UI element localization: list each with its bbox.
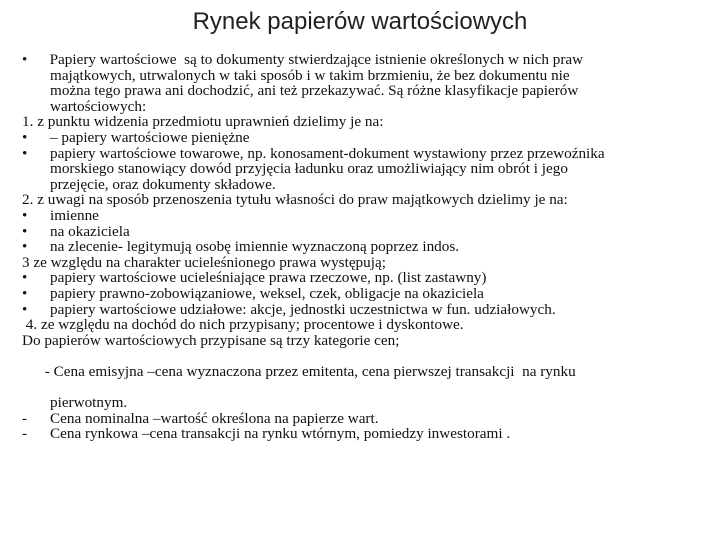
bullet-item	[22, 224, 718, 240]
bullet-text: papiery wartościowe ucieleśniające prawa rzeczowe, np. (list zastawny)	[50, 269, 487, 287]
bullet-item	[22, 239, 718, 255]
bullet-item	[22, 302, 718, 318]
dash-marker: -	[44, 362, 50, 380]
intro-line-4: wartościowych:	[50, 97, 147, 115]
bullet-text: na zlecenie- legitymują osobę imiennie wyznaczoną poprzez indos.	[50, 238, 460, 256]
bullet-item	[22, 208, 718, 224]
classification-heading-4: 4. ze względu na dochód do nich przypisany; procentowe i dyskontowe.	[22, 316, 464, 334]
bullet-marker: •	[22, 284, 28, 302]
intro-line-2: majątkowych, utrwalonych w taki sposób i w takim brzmieniu, że bez dokumentu nie	[50, 66, 570, 84]
bullet-item	[22, 146, 718, 193]
bullet-marker: •	[22, 206, 28, 224]
bullet-marker: •	[22, 238, 28, 256]
slide-body	[22, 52, 718, 442]
bullet-marker: •	[22, 269, 28, 287]
bullet-text-line-3: przejęcie, oraz dokumenty składowe.	[50, 175, 276, 193]
dash-item	[22, 426, 718, 442]
intro-paragraph	[22, 52, 718, 114]
bullet-item	[22, 130, 718, 146]
classification-heading-3: 3 ze względu na charakter ucieleśnionego prawa występują;	[22, 253, 386, 271]
dash-item	[22, 411, 718, 427]
dash-item	[22, 348, 718, 410]
slide-title: Rynek papierów wartościowych	[192, 8, 528, 35]
dash-text: Cena rynkowa –cena transakcji na rynku wtórnym, pomiedzy inwestorami .	[50, 425, 511, 443]
bullet-text-line-2: morskiego stanowiący dowód przyjęcia ładunku oraz umożliwiający nim obrót i jego	[50, 160, 568, 178]
intro-line-1: Papiery wartościowe są to dokumenty stwierdzające istnienie określonych w nich praw	[42, 51, 584, 68]
bullet-marker: •	[22, 222, 28, 240]
bullet-marker: •	[22, 300, 28, 318]
intro-line-3: można tego prawa ani dochodzić, ani też przekazywać. Są różne klasyfikacje papierów	[50, 82, 579, 100]
classification-heading-1: 1. z punktu widzenia przedmiotu uprawnień dzielimy je na:	[22, 113, 384, 131]
bullet-text: papiery prawno-zobowiązaniowe, weksel, czek, obligacje na okaziciela	[50, 284, 484, 302]
bullet-text-line-1: papiery wartościowe towarowe, np. konosament-dokument wystawiony przez przewoźnika	[50, 144, 605, 162]
bullet-text: – papiery wartościowe pieniężne	[50, 128, 250, 146]
bullet-marker: •	[22, 128, 28, 146]
bullet-text: imienne	[50, 206, 99, 224]
dash-text: Cena nominalna –wartość określona na papierze wart.	[50, 409, 379, 427]
dash-text-line-2: pierwotnym.	[50, 394, 128, 412]
dash-marker: -	[22, 409, 28, 427]
bullet-text: na okaziciela	[50, 222, 130, 240]
bullet-text: papiery wartościowe udziałowe: akcje, jednostki uczestnictwa w fun. udziałowych.	[50, 300, 556, 318]
bullet-marker: •	[22, 144, 28, 162]
dash-marker: -	[22, 425, 28, 443]
classification-heading-2: 2. z uwagi na sposób przenoszenia tytułu własności do praw majątkowych dzielimy je na:	[22, 191, 568, 209]
bullet-item	[22, 286, 718, 302]
price-categories-heading: Do papierów wartościowych przypisane są trzy kategorie cen;	[22, 331, 400, 349]
bullet-item	[22, 270, 718, 286]
bullet-marker: •	[22, 51, 28, 68]
dash-text-line-1: Cena emisyjna –cena wyznaczona przez emitenta, cena pierwszej transakcji na rynku	[49, 362, 576, 380]
